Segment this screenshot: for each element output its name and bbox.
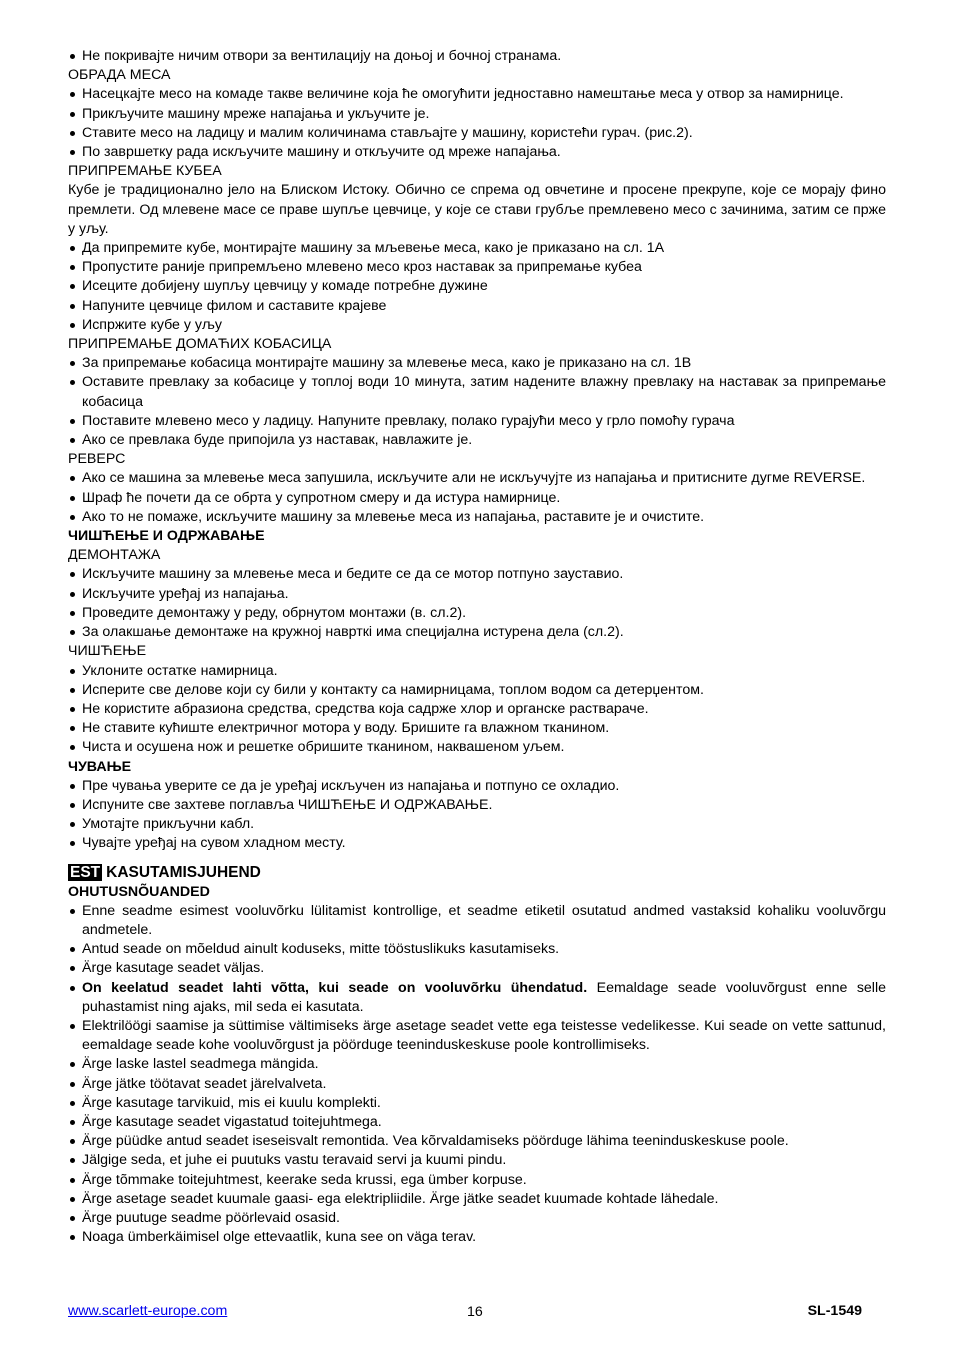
- list-item: [68, 124, 886, 143]
- list-item: [68, 239, 886, 258]
- list-item: [68, 1017, 886, 1055]
- list-item: [68, 1190, 886, 1209]
- list-item: [68, 959, 886, 978]
- list-item: [68, 815, 886, 834]
- list-item: [68, 623, 886, 642]
- list-item: [68, 489, 886, 508]
- list-item-text: Шраф ће почети да се обрта у супротном смеру и да истура намирнице.: [82, 489, 561, 506]
- list-item-text: Elektrilöögi saamise ja süttimise vältimiseks ärge asetage seadet vette ega teistesse vedelikesse. Kui seade on vette sattunud, eemaldage seade kohe vooluvõrgust ja pöörduge teeninduskeskuse poole kontrollimiseks.: [82, 1017, 886, 1054]
- section-heading: ДЕМОНТАЖА: [68, 547, 161, 564]
- list-item-text: Ärge tõmmake toitejuhtmest, keerake seda krussi, ega ümber korpuse.: [82, 1171, 527, 1188]
- list-item: [68, 1094, 886, 1113]
- list-item: [68, 316, 886, 335]
- list-item-text: За припремање кобасица монтирајте машину за млевење меса, како је приказано на сл. 1В: [82, 355, 692, 372]
- list-item: [68, 297, 886, 316]
- list-item: [68, 85, 886, 104]
- list-item: [68, 834, 886, 853]
- list-item: [68, 105, 886, 124]
- list-item-text: Eemaldage seade vooluvõrgust enne selle puhastamist ning ajaks, mil seda ei kasutata.: [82, 979, 886, 1015]
- list-item: [68, 662, 886, 681]
- list-item-text: Да припремите кубе, монтирајте машину за мљевење меса, како је приказано на сл. 1А: [82, 240, 665, 257]
- section-heading: ПРИПРЕМАЊЕ КУБЕА: [68, 163, 222, 180]
- list-item-text: По завршетку рада искључите машину и откључите од мреже напајања.: [82, 144, 561, 161]
- language-badge: EST: [70, 863, 101, 881]
- list-item-text: Ärge jätke töötavat seadet järelvalveta.: [82, 1075, 327, 1092]
- list-item-text: Искључите уређај из напајања.: [82, 585, 289, 602]
- list-item-text: Jälgige seda, et juhe ei puutuks vastu teravaid servi ja kuumi pindu.: [82, 1152, 507, 1169]
- list-item: [68, 373, 886, 411]
- list-item-text: Напуните цевчице филом и саставите крајеве: [82, 297, 387, 314]
- list-item-text: Ако се превлака буде припојила уз наставак, навлажите је.: [82, 432, 473, 449]
- list-item: [68, 1055, 886, 1074]
- list-item-text: Уклоните остатке намирница.: [82, 662, 278, 679]
- model-number: SL-1549: [807, 1303, 862, 1319]
- list-item: [68, 681, 886, 700]
- list-item: [68, 258, 886, 277]
- list-item-text: Ärge kasutage seadet väljas.: [82, 960, 265, 977]
- list-item: [68, 738, 886, 757]
- list-item-text: Ärge puutuge seadme pöörlevaid osasid.: [82, 1209, 340, 1226]
- list-item-text: Enne seadme esimest vooluvõrku lülitamist kontrollige, et seadme etiketil osutatud andmed vastaksid kohaliku vooluvõrgu andmetele.: [82, 902, 886, 938]
- list-item: [68, 143, 886, 162]
- paragraph: Кубе је традиционално јело на Блиском Истоку. Обично се спрема од овчетине и просене прекрупе, које се морају фино премлети. Од млевене масе се праве шупље цевчице, у које се стави грубље премлевено месо с зачинима, затим се прже у уљу.: [68, 182, 886, 237]
- list-item-text: Испржите кубе у уљу: [82, 316, 222, 333]
- page-footer: [68, 1303, 862, 1323]
- list-item-text: Прикључите машину мреже напајања и укључите је.: [82, 105, 430, 122]
- list-item: [68, 1151, 886, 1170]
- list-item: [68, 431, 886, 450]
- list-item-text: Умотајте прикључни кабл.: [82, 816, 255, 833]
- list-item: [68, 585, 886, 604]
- list-item-text: За олакшање демонтаже на кружној наврткi има специјална истурена дела (сл.2).: [82, 624, 624, 641]
- list-item: [68, 796, 886, 815]
- list-item-text: Исперите све делове који су били у контакту са намирницама, топлом водом са детерџентом.: [82, 681, 704, 698]
- list-item-text: Ако то не помаже, искључите машину за млевење меса из напајања, раставите је и очистите.: [82, 508, 705, 525]
- list-item-text: Antud seade on mõeldud ainult koduseks, mitte tööstuslikuks kasutamiseks.: [82, 941, 560, 958]
- list-item-text: Не користите абразиона средства, средства која садрже хлор и органске раствараче.: [82, 700, 649, 717]
- list-item-text: Ако се машина за млевење меса запушила, искључите али не искључујте из напајања и притисните дугме REVERSE.: [82, 470, 866, 487]
- list-item-text: Ärge laske lastel seadmega mängida.: [82, 1056, 319, 1073]
- list-item: [68, 940, 886, 959]
- list-item: [68, 565, 886, 584]
- list-item-text: Искључите машину за млевење меса и бедите се да се мотор потпуно зауставио.: [82, 566, 624, 583]
- page-number: 16: [467, 1304, 483, 1320]
- list-item-text: Насецкајте месо на комаде такве величине која ће омогућити једноставно намештање меса у отвор за намирнице.: [82, 86, 844, 103]
- list-item: [68, 1171, 886, 1190]
- list-item-text: Ärge asetage seadet kuumale gaasi- ega elektripliidile. Ärge jätke seadet kuumade kohtade lähedale.: [82, 1190, 719, 1207]
- list-item: [68, 508, 886, 527]
- list-item: [68, 412, 886, 431]
- list-item: [68, 1132, 886, 1151]
- website-link[interactable]: www.scarlett-europe.com: [68, 1303, 228, 1319]
- document-body: [68, 47, 886, 1247]
- bold-section-heading: ЧУВАЊЕ: [68, 758, 132, 775]
- list-item: [68, 47, 886, 66]
- list-item-text: Пропустите раније припремљено млевено месо кроз наставак за припремање кубеа: [82, 259, 642, 276]
- list-item-text: Не покривајте ничим отвори за вентилацију на доњој и бочној странама.: [82, 48, 562, 64]
- section-heading: ЧИШЋЕЊЕ: [68, 643, 147, 660]
- list-item-text: Чувајте уређај на сувом хладном месту.: [82, 835, 346, 852]
- list-item: [68, 1228, 886, 1247]
- list-item-text: Ärge püüdke antud seadet iseseisvalt remontida. Vea kõrvaldamiseks pöörduge lähima teeninduskeskuse poole.: [82, 1133, 789, 1150]
- list-item: [68, 902, 886, 940]
- list-item-text: Ärge kasutage seadet vigastatud toitejuhtmega.: [82, 1113, 382, 1130]
- list-item-text: Исеците добијену шупљу цевчицу у комаде потребне дужине: [82, 278, 488, 295]
- list-item-text: Ставите месо на ладицу и малим количинама стављајте у машину, користећи гурач. (рис.2).: [82, 124, 693, 141]
- list-item: [68, 979, 886, 1017]
- list-item: [68, 1113, 886, 1132]
- list-item-text: Ärge kasutage tarvikuid, mis ei kuulu komplekti.: [82, 1094, 381, 1111]
- list-item-text: Проведите демонтажу у реду, обрнутом монтажи (в. сл.2).: [82, 604, 467, 621]
- list-item: [68, 777, 886, 796]
- list-item: [68, 719, 886, 738]
- section-heading: РЕВЕРС: [68, 451, 126, 468]
- list-item-text: Пре чувања уверите се да је уређај искључен из напајања и потпуно се охладио.: [82, 777, 620, 794]
- list-item: [68, 277, 886, 296]
- list-item: [68, 354, 886, 373]
- bold-text: On keelatud seadet lahti võtta, kui seade on vooluvõrku ühendatud.: [82, 979, 588, 996]
- list-item: [68, 1209, 886, 1228]
- list-item-text: Не ставите кућиште електричног мотора у воду. Бришите га влажном тканином.: [82, 720, 610, 737]
- bold-section-heading: OHUTUSNÕUANDED: [68, 883, 210, 900]
- list-item-text: Поставите млевено месо у ладицу. Напуните превлаку, полако гурајући месо у грло помоћу гурача: [82, 412, 735, 429]
- list-item: [68, 604, 886, 623]
- list-item: [68, 1075, 886, 1094]
- bold-section-heading: ЧИШЋЕЊЕ И ОДРЖАВАЊЕ: [68, 528, 265, 545]
- list-item-text: Испуните све захтеве поглавља ЧИШЋЕЊЕ И ОДРЖАВАЊЕ.: [82, 796, 493, 813]
- list-item-text: Оставите превлаку за кобасице у топлој води 10 минута, затим надените влажну превлаку на наставак за припремање кобасица: [82, 374, 886, 410]
- list-item: [68, 469, 886, 488]
- list-item-text: Noaga ümberkäimisel olge ettevaatlik, kuna see on väga terav.: [82, 1229, 477, 1246]
- section-heading: ПРИПРЕМАЊЕ ДОМАЋИХ КОБАСИЦА: [68, 336, 332, 353]
- list-item-text: Чиста и осушена нож и решетке обришите тканином, наквашеном уљем.: [82, 739, 565, 756]
- language-title-text: KASUTAMISJUHEND: [106, 863, 261, 881]
- language-section-title: [68, 863, 886, 883]
- list-item: [68, 700, 886, 719]
- section-heading: ОБРАДА МЕСА: [68, 67, 171, 84]
